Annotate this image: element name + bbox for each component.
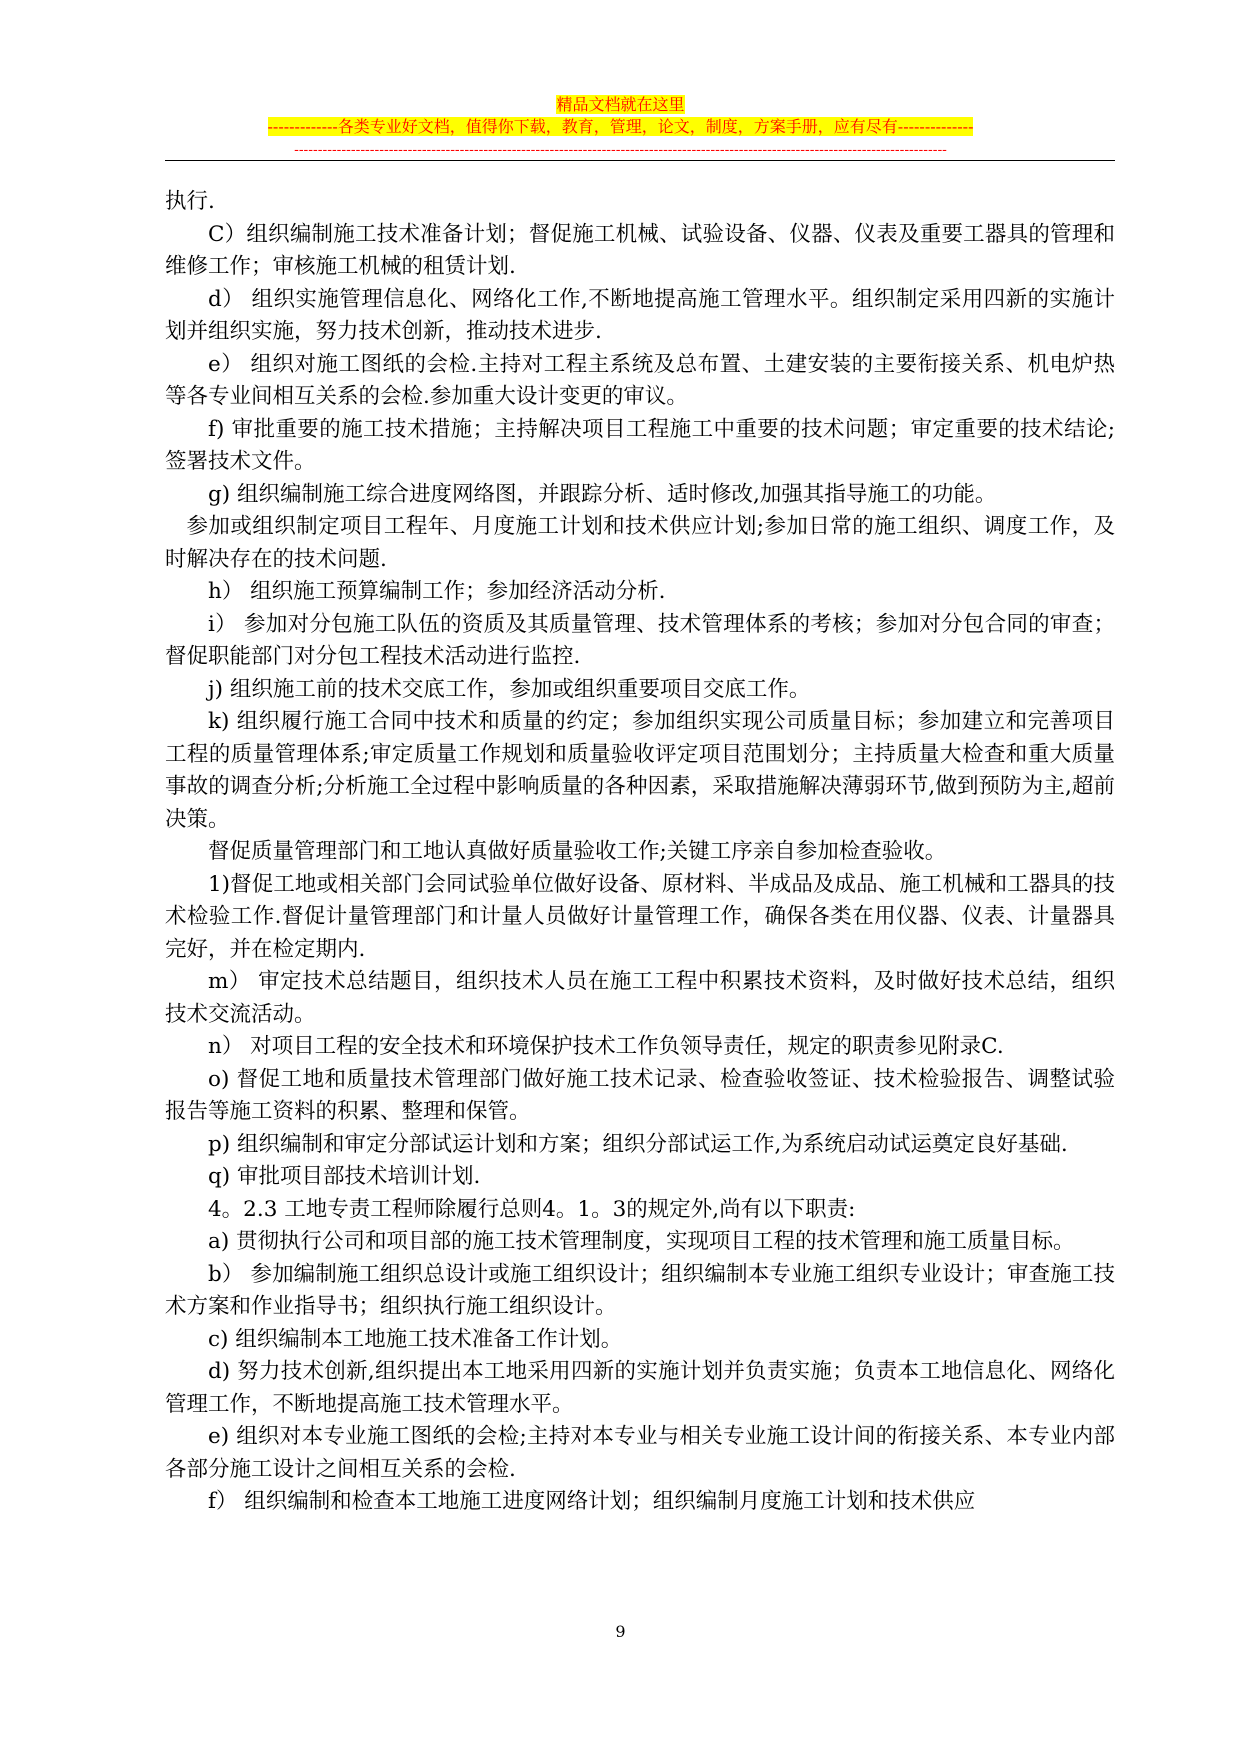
header-banner-title: 精品文档就在这里 — [556, 95, 685, 114]
paragraph: j) 组织施工前的技术交底工作，参加或组织重要项目交底工作。 — [208, 676, 811, 702]
header-banner-tagline: -------------各类专业好文档，值得你下载，教育，管理，论文，制度，方案手册，应有尽有-------------- — [267, 117, 974, 136]
paragraph: f） 组织编制和检查本工地施工进度网络计划；组织编制月度施工计划和技术供应 — [208, 1489, 976, 1514]
paragraph: 1)督促工地或相关部门会同试验单位做好设备、原材料、半成品及成品、施工机械和工器具的技术检验工作.督促计量管理部门和计量人员做好计量管理工作，确保各类在用仪器、仪表、计量器具完好，并在检定期内. — [165, 871, 1115, 962]
paragraph: C）组织编制施工技术准备计划；督促施工机械、试验设备、仪器、仪表及重要工器具的管理和维修工作；审核施工机械的租赁计划. — [165, 221, 1115, 279]
paragraph: b） 参加编制施工组织总设计或施工组织设计；组织编制本专业施工组织专业设计；审查施工技术方案和作业指导书；组织执行施工组织设计。 — [165, 1261, 1115, 1319]
paragraph: e） 组织对施工图纸的会检.主持对工程主系统及总布置、土建安装的主要衔接关系、机电炉热等各专业间相互关系的会检.参加重大设计变更的审议。 — [165, 351, 1115, 409]
paragraph: q) 审批项目部技术培训计划. — [208, 1164, 481, 1189]
paragraph: 4。2.3 工地专责工程师除履行总则4。1。3的规定外,尚有以下职责: — [208, 1196, 856, 1222]
paragraph: m） 审定技术总结题目，组织技术人员在施工工程中积累技术资料，及时做好技术总结，组织技术交流活动。 — [165, 969, 1115, 1027]
paragraph: n） 对项目工程的安全技术和环境保护技术工作负领导责任，规定的职责参见附录C. — [208, 1034, 1004, 1059]
paragraph: g) 组织编制施工综合进度网络图，并跟踪分析、适时修改,加强其指导施工的功能。 — [208, 481, 997, 507]
paragraph: 执行. — [165, 189, 215, 214]
paragraph: d) 努力技术创新,组织提出本工地采用四新的实施计划并负责实施；负责本工地信息化、网络化管理工作，不断地提高施工技术管理水平。 — [165, 1359, 1115, 1417]
paragraph: f) 审批重要的施工技术措施；主持解决项目工程施工中重要的技术问题；审定重要的技术结论;签署技术文件。 — [165, 416, 1115, 474]
paragraph: o) 督促工地和质量技术管理部门做好施工技术记录、检查验收签证、技术检验报告、调整试验报告等施工资料的积累、整理和保管。 — [165, 1066, 1115, 1124]
paragraph: e) 组织对本专业施工图纸的会检;主持对本专业与相关专业施工设计间的衔接关系、本专业内部各部分施工设计之间相互关系的会检. — [165, 1424, 1115, 1482]
paragraph: i） 参加对分包施工队伍的资质及其质量管理、技术管理体系的考核；参加对分包合同的审查；督促职能部门对分包工程技术活动进行监控. — [165, 611, 1115, 669]
paragraph: d） 组织实施管理信息化、网络化工作,不断地提高施工管理水平。组织制定采用四新的实施计划并组织实施，努力技术创新，推动技术进步. — [165, 286, 1115, 344]
paragraph: h） 组织施工预算编制工作；参加经济活动分析. — [208, 579, 666, 604]
header-rule — [165, 160, 1115, 161]
paragraph: 参加或组织制定项目工程年、月度施工计划和技术供应计划;参加日常的施工组织、调度工作，及时解决存在的技术问题. — [165, 514, 1115, 572]
paragraph: 督促质量管理部门和工地认真做好质量验收工作;关键工序亲自参加检查验收。 — [208, 839, 947, 864]
header-dashed-line: ------------------------------------------------------------------------------------------------------------------------------------------ — [294, 142, 947, 158]
paragraph: k) 组织履行施工合同中技术和质量的约定；参加组织实现公司质量目标；参加建立和完善项目工程的质量管理体系;审定质量工作规划和质量验收评定项目范围划分；主持质量大检查和重大质量事故的调查分析;分析施工全过程中影响质量的各种因素，采取措施解决薄弱环节,做到预防为主,超前决策。 — [165, 709, 1115, 832]
paragraph: a) 贯彻执行公司和项目部的施工技术管理制度，实现项目工程的技术管理和施工质量目标。 — [208, 1229, 1075, 1254]
document-body — [165, 186, 1115, 1519]
page-number: 9 — [615, 1622, 626, 1641]
paragraph: p) 组织编制和审定分部试运计划和方案；组织分部试运工作,为系统启动试运奠定良好基础. — [208, 1131, 1068, 1157]
paragraph: c) 组织编制本工地施工技术准备工作计划。 — [208, 1326, 623, 1352]
